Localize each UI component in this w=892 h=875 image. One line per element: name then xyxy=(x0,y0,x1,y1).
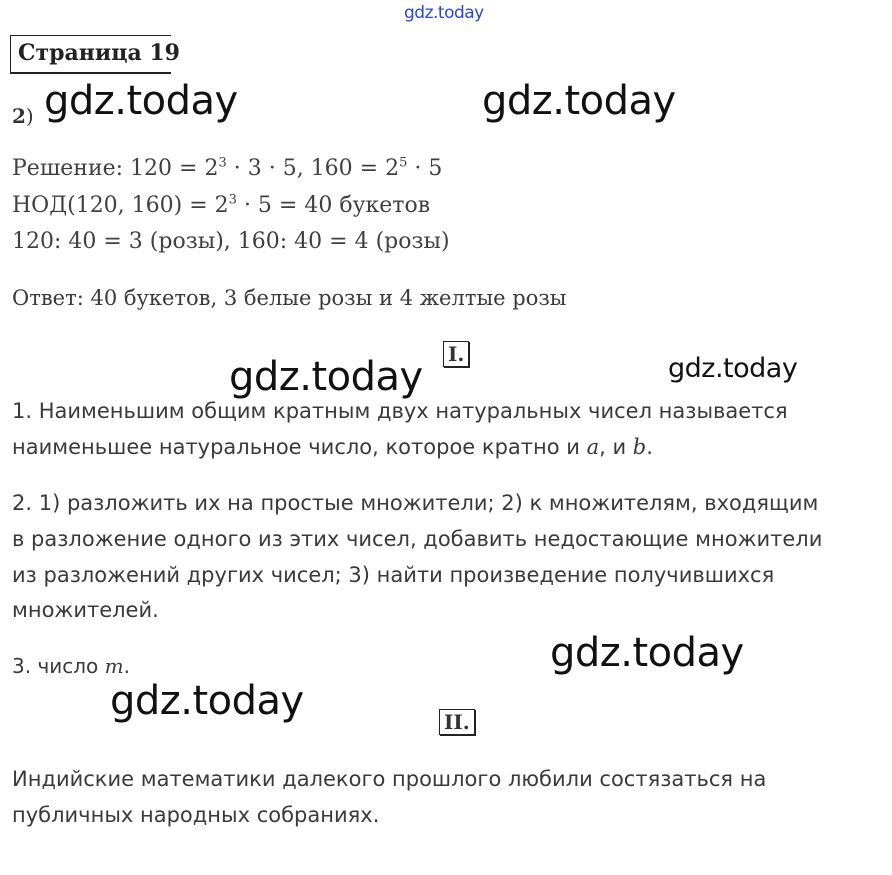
solution-text-2: · 3 · 5, 160 = 2 xyxy=(226,156,400,181)
task-label xyxy=(12,104,34,128)
division-line: 120: 40 = 3 (розы), 160: 40 = 4 (розы) xyxy=(12,229,450,254)
solution-text-3: · 5 xyxy=(407,156,443,181)
lcm-steps-line-2: в разложение одного из этих чисел, добавить недостающие множители xyxy=(12,527,823,551)
gcd-text-2: · 5 = 40 букетов xyxy=(236,193,431,218)
solution-line xyxy=(12,156,442,181)
answer-3-end: . xyxy=(123,654,130,678)
gcd-line xyxy=(12,193,430,218)
answer-3-text: 3. число xyxy=(12,654,105,678)
section-2-numeral xyxy=(439,710,475,734)
task-paren: ) xyxy=(25,104,34,128)
section-1-numeral xyxy=(443,342,469,366)
watermark-4: gdz.today xyxy=(668,353,798,384)
roman-numeral-2: II. xyxy=(439,709,475,735)
solution-text-1: Решение: 120 = 2 xyxy=(12,156,219,181)
watermark-3: gdz.today xyxy=(229,354,423,400)
history-line-1: Индийские математики далекого прошлого любили состязаться на xyxy=(12,767,767,791)
page-title: Страница 19 xyxy=(18,40,180,66)
exponent-3b: 3 xyxy=(228,192,237,208)
lcm-def-line-1: 1. Наименьшим общим кратным двух натуральных чисел называется xyxy=(12,399,788,423)
watermark-6: gdz.today xyxy=(110,678,304,724)
lcm-steps-line-3: из разложений других чисел; 3) найти произведение получившихся xyxy=(12,563,775,587)
lcm-def-line-2 xyxy=(12,435,653,459)
watermark-1: gdz.today xyxy=(44,78,238,124)
lcm-steps-line-1: 2. 1) разложить их на простые множители; 2) к множителям, входящим xyxy=(12,491,819,515)
watermark-2: gdz.today xyxy=(482,78,676,124)
lcm-def-sep: , и xyxy=(599,435,633,459)
var-b: b xyxy=(632,435,647,459)
answer-line: Ответ: 40 букетов, 3 белые розы и 4 желтые розы xyxy=(12,286,567,310)
exponent-3: 3 xyxy=(218,155,227,171)
lcm-def-text: наименьшее натуральное число, которое кратно и xyxy=(12,435,587,459)
watermark-5: gdz.today xyxy=(550,630,744,676)
lcm-answer-3 xyxy=(12,654,130,678)
lcm-steps-line-4: множителей. xyxy=(12,598,159,622)
var-m: m xyxy=(104,654,124,678)
history-line-2: публичных народных собраниях. xyxy=(12,803,380,827)
task-number: 2 xyxy=(12,104,26,128)
gcd-text-1: НОД(120, 160) = 2 xyxy=(12,193,229,218)
lcm-def-end: . xyxy=(646,435,653,459)
var-a: a xyxy=(586,435,600,459)
exponent-5: 5 xyxy=(399,155,408,171)
watermark-top: gdz.today xyxy=(404,3,484,23)
roman-numeral-1: I. xyxy=(443,341,469,367)
